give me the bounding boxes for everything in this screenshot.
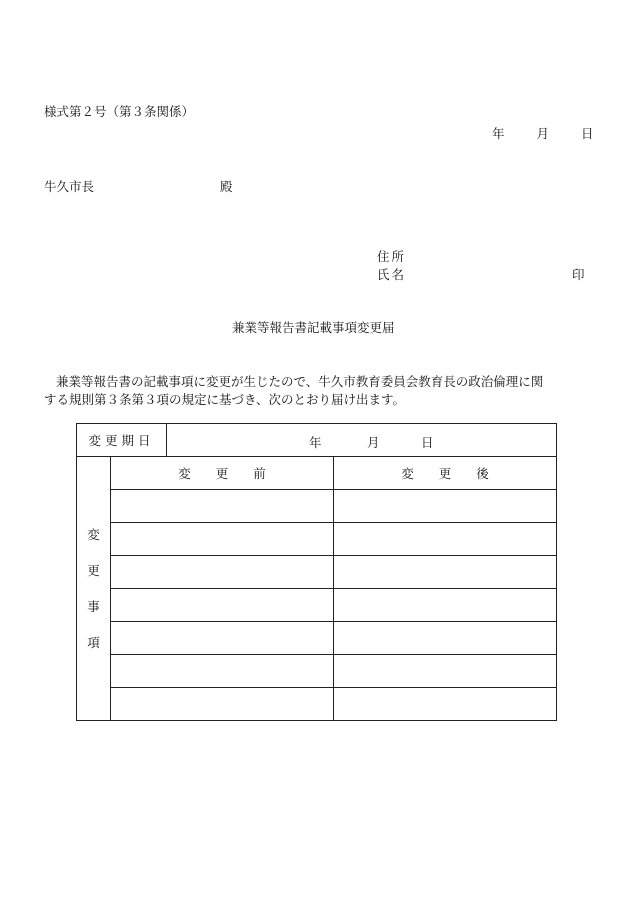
before-header: 変 更 前 [111,457,334,490]
table-row [77,589,557,622]
change-date-row [77,424,557,457]
name-label [377,269,406,282]
form-number: 様式第２号（第３条関係） [44,104,195,119]
change-date-year: 年 [309,435,322,450]
after-cell[interactable] [334,688,557,721]
table-row [77,688,557,721]
before-cell[interactable] [111,589,334,622]
address-label [377,251,406,264]
before-cell[interactable] [111,490,334,523]
seal-label: 印 [572,267,585,282]
change-items-label [77,457,111,721]
after-cell[interactable] [334,490,557,523]
document-title: 兼業等報告書記載事項変更届 [232,320,395,335]
side-char-2: 更 [87,562,100,578]
after-cell[interactable] [334,622,557,655]
before-cell[interactable] [111,688,334,721]
date-day-label: 日 [581,126,594,141]
before-cell[interactable] [111,523,334,556]
submission-date [492,128,594,141]
after-header: 変 更 後 [334,457,557,490]
body-line-1: 兼業等報告書の記載事項に変更が生じたので、牛久市教育委員会教育長の政治倫理に関 [56,374,544,389]
table-row [77,490,557,523]
change-date-field[interactable] [167,424,557,457]
body-line-2: する規則第３条第３項の規定に基づき、次のとおり届け出ます。 [44,392,406,407]
date-month-label: 月 [536,126,550,141]
after-cell[interactable] [334,589,557,622]
change-date-day: 日 [421,435,434,450]
addressee-honorific: 殿 [220,179,233,194]
before-cell[interactable] [111,622,334,655]
side-char-4: 項 [87,634,100,650]
name-label-text: 氏名 [377,267,407,282]
after-cell[interactable] [334,523,557,556]
change-table [76,423,557,721]
after-cell[interactable] [334,655,557,688]
table-row [77,556,557,589]
change-date-month: 月 [367,435,380,450]
date-year-label: 年 [492,126,505,141]
header-row [77,457,557,490]
body-paragraph [44,373,592,409]
side-char-3: 事 [87,598,100,614]
before-cell[interactable] [111,556,334,589]
address-label-text: 住所 [377,249,407,264]
addressee-name: 牛久市長 [44,179,95,194]
before-cell[interactable] [111,655,334,688]
table-row [77,523,557,556]
side-char-1: 変 [87,526,100,542]
table-row [77,655,557,688]
table-row [77,622,557,655]
after-cell[interactable] [334,556,557,589]
change-date-label: 変更期日 [77,424,167,457]
